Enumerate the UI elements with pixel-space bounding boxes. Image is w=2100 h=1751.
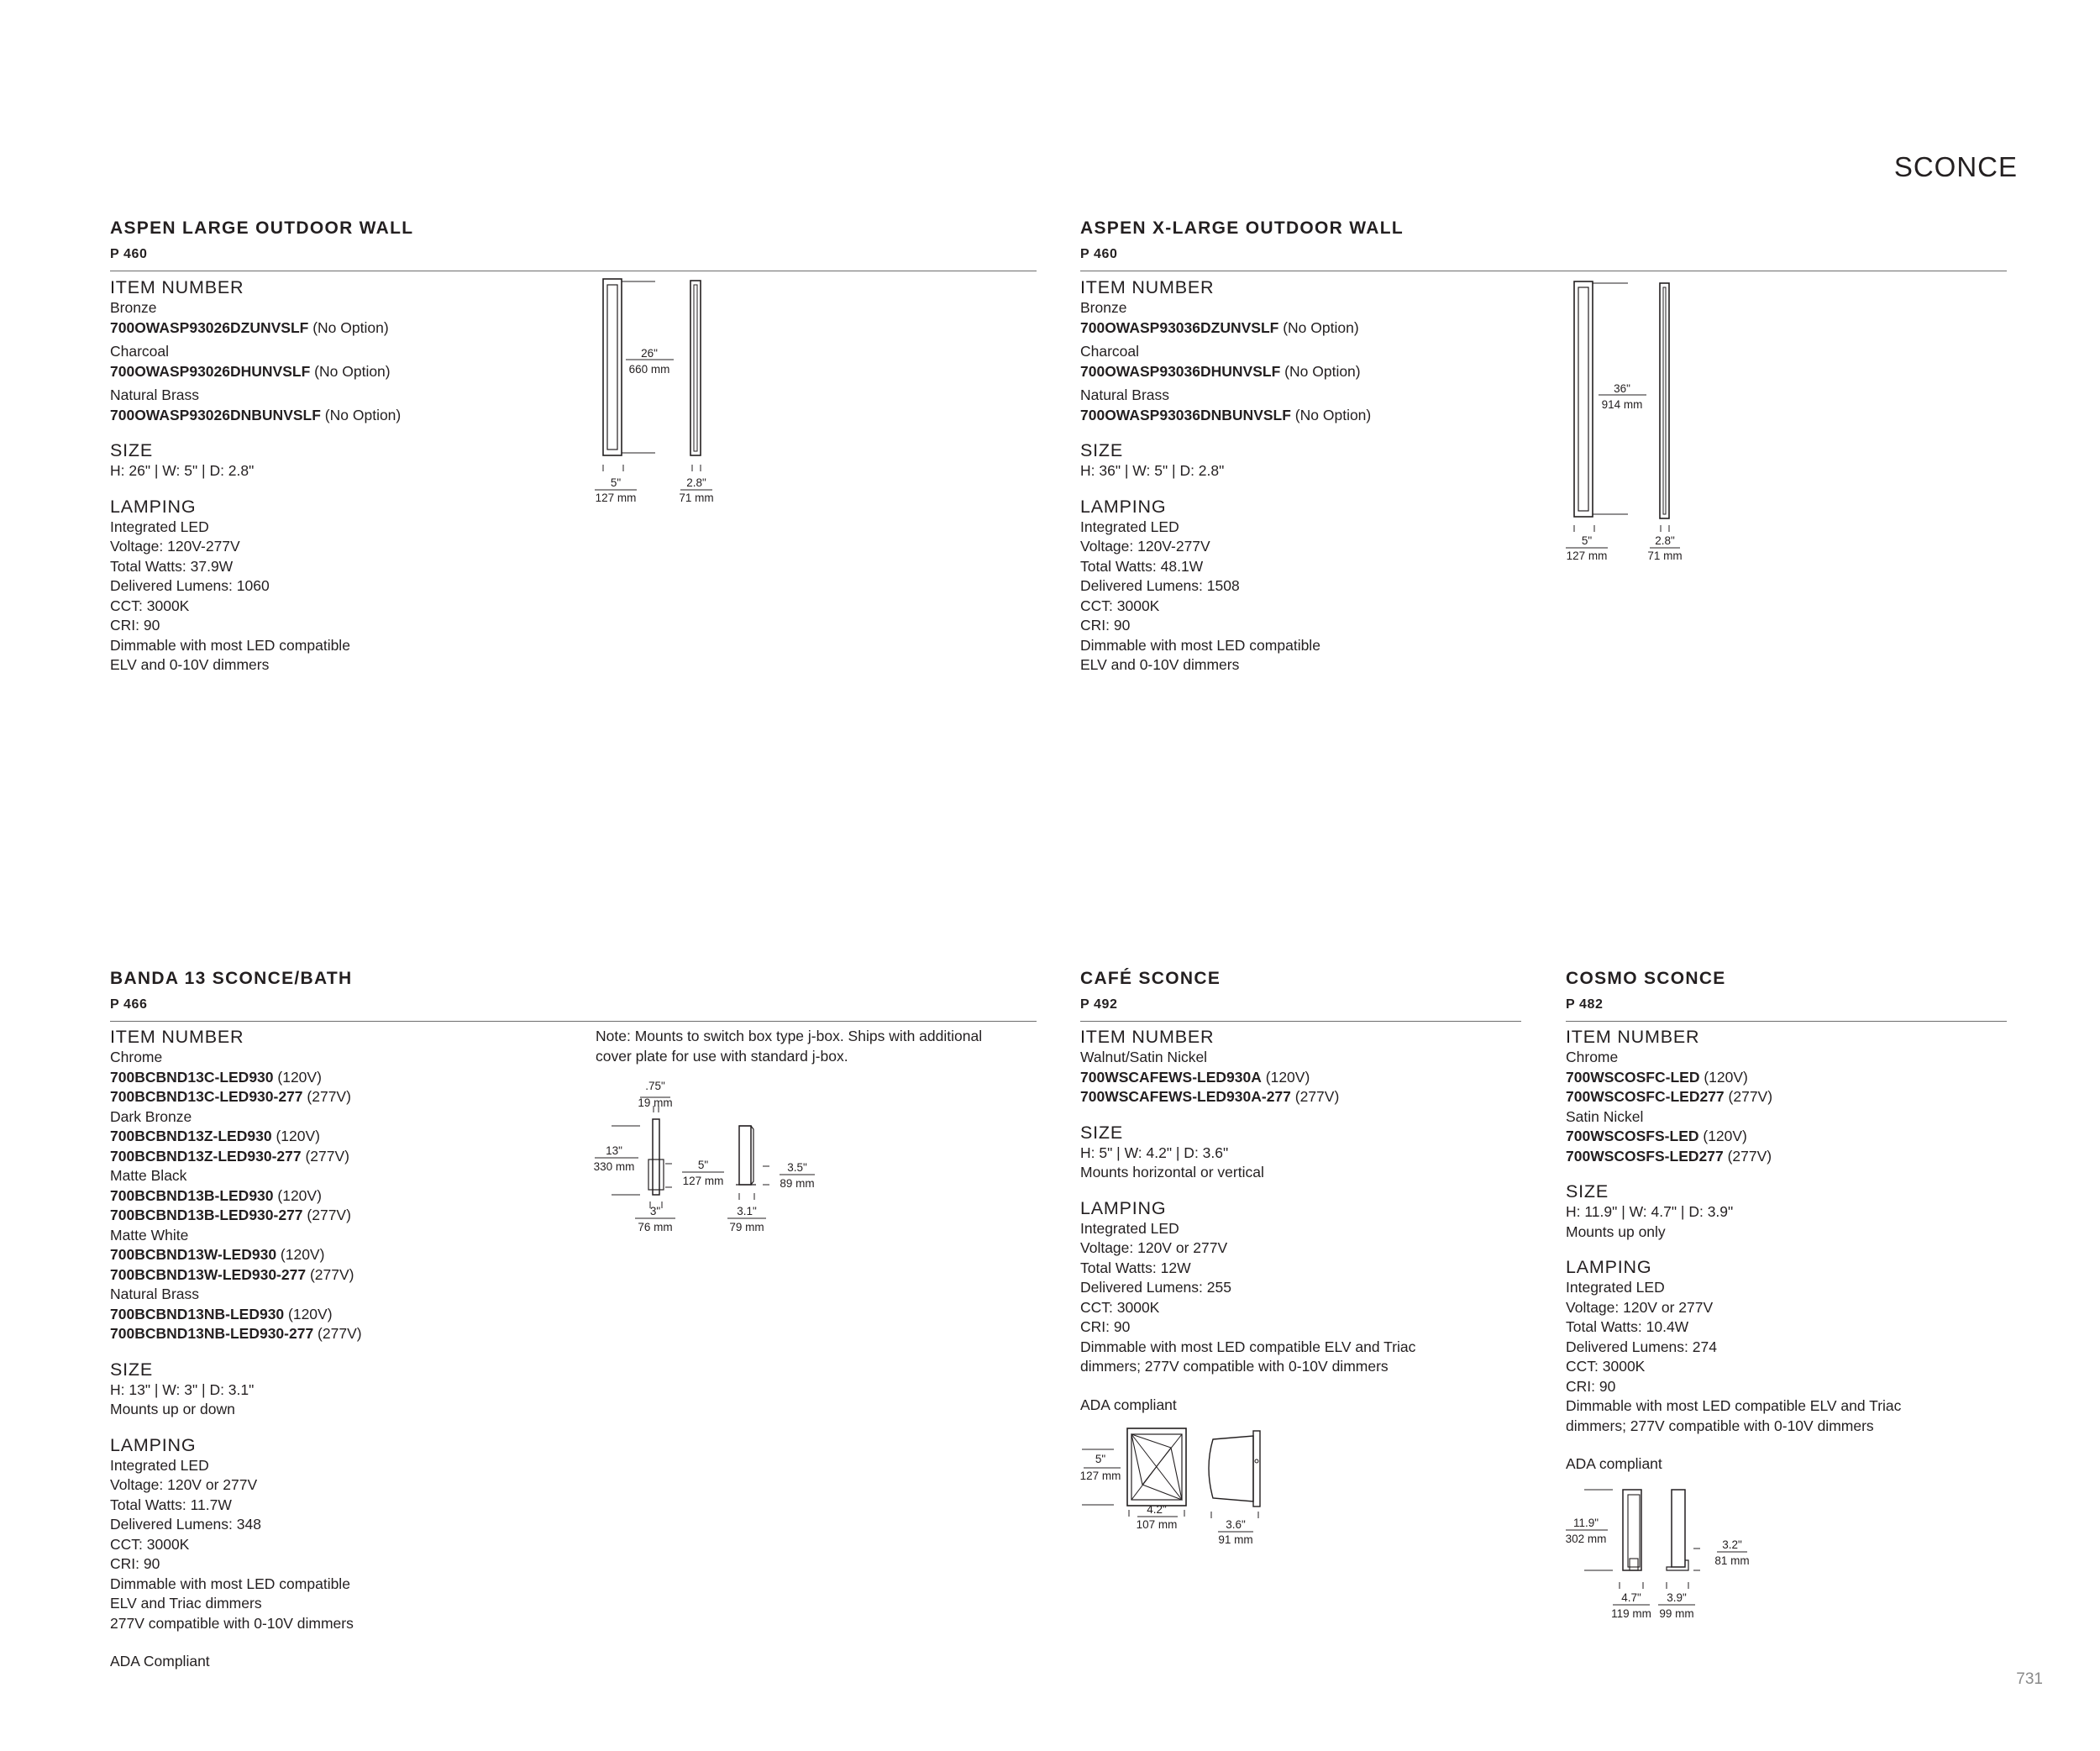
finish-name: Matte Black (110, 1167, 187, 1184)
depth-in: 3.6" (1226, 1518, 1246, 1531)
ada-note: ADA compliant (1566, 1455, 1662, 1472)
top-mm: 19 mm (638, 1096, 673, 1109)
height-mm: 660 mm (628, 363, 670, 376)
item-option: (No Option) (1284, 362, 1361, 380)
item-code-line (110, 1186, 580, 1207)
finish-name: Natural Brass (1080, 386, 1170, 403)
section-divider (1566, 1021, 2007, 1022)
product-page-ref: P 482 (1566, 997, 1604, 1012)
aspen-large-details (110, 277, 580, 676)
item-code-line (110, 406, 580, 426)
banda-details (110, 1027, 580, 1672)
text-line: Delivered Lumens: 255 (1080, 1279, 1231, 1296)
ext-mm: 89 mm (780, 1177, 815, 1190)
finish-name: Charcoal (1080, 343, 1140, 360)
depth-in: 2.8" (686, 476, 706, 489)
ext-in: 3.2" (1722, 1538, 1742, 1551)
item-code-line (110, 1127, 580, 1147)
text-line: Note: Mounts to switch box type j-box. Ships with additional (596, 1028, 983, 1044)
text-line: Voltage: 120V-277V (1080, 538, 1210, 555)
item-list (1566, 1048, 2003, 1166)
item-code: 700OWASP93036DZUNVSLF (1080, 318, 1279, 336)
text-line: Integrated LED (110, 518, 209, 535)
item-number-heading: ITEM NUMBER (110, 277, 244, 297)
product-cafe-sconce (1080, 967, 1521, 1022)
lamping-heading: LAMPING (110, 496, 197, 517)
item-option: (No Option) (312, 318, 389, 336)
height-in: 13" (606, 1144, 622, 1157)
text-line: Voltage: 120V or 277V (110, 1476, 258, 1493)
item-code-line (110, 362, 580, 382)
finish-name: Charcoal (110, 343, 170, 360)
finish-name: Chrome (110, 1049, 163, 1065)
size-heading: SIZE (110, 440, 153, 460)
plate-mm: 127 mm (682, 1175, 724, 1187)
item-code-line (110, 1265, 580, 1286)
voltage-suffix: (277V) (1290, 1088, 1340, 1105)
text-line: Total Watts: 10.4W (1566, 1318, 1689, 1335)
item-code: 700BCBND13W-LED930 (110, 1246, 277, 1263)
size-list (1566, 1202, 2003, 1242)
lamping-heading: LAMPING (110, 1434, 197, 1455)
item-code-line (1080, 318, 1551, 339)
item-code-line (110, 1324, 580, 1344)
text-line: H: 11.9" | W: 4.7" | D: 3.9" (1566, 1203, 1734, 1220)
voltage-suffix: (120V) (273, 1068, 322, 1086)
cafe-details (1080, 1027, 1517, 1415)
text-line: Dimmable with most LED compatible (110, 1575, 350, 1592)
item-code-line (1080, 406, 1551, 426)
item-code-line (1566, 1087, 2003, 1107)
voltage-suffix: (120V) (284, 1305, 333, 1322)
page-number: 731 (2016, 1670, 2043, 1688)
section-divider (110, 1021, 1037, 1022)
width-mm: 107 mm (1136, 1518, 1178, 1531)
text-line: cover plate for use with standard j-box. (596, 1047, 848, 1065)
voltage-suffix: (120V) (271, 1128, 320, 1144)
aspen-large-dimension-drawing (588, 273, 739, 508)
text-line: CRI: 90 (1080, 617, 1131, 634)
item-code-line (110, 1245, 580, 1265)
depth-mm: 79 mm (729, 1221, 764, 1233)
item-number-heading: ITEM NUMBER (1080, 277, 1215, 297)
item-code: 700OWASP93026DNBUNVSLF (110, 406, 321, 423)
finish-name: Natural Brass (110, 386, 200, 403)
item-code: 700OWASP93026DHUNVSLF (110, 362, 311, 380)
size-heading: SIZE (1080, 1122, 1123, 1143)
cosmo-dimension-drawing (1562, 1483, 1764, 1626)
finish-name: Chrome (1566, 1049, 1619, 1065)
item-code: 700WSCOSFC-LED (1566, 1068, 1700, 1086)
text-line: Total Watts: 48.1W (1080, 557, 1204, 575)
voltage-suffix: (120V) (273, 1186, 322, 1204)
text-line: Total Watts: 11.7W (110, 1496, 232, 1513)
item-code-line (110, 1147, 580, 1167)
text-line: CRI: 90 (110, 617, 160, 634)
text-line: Delivered Lumens: 1060 (110, 577, 270, 594)
width-mm: 119 mm (1611, 1607, 1651, 1620)
item-option: (No Option) (314, 362, 391, 380)
text-line: CCT: 3000K (1080, 1298, 1160, 1316)
text-line: CRI: 90 (110, 1555, 160, 1572)
height-in: 26" (641, 347, 658, 360)
voltage-suffix: (120V) (1699, 1068, 1748, 1086)
product-aspen-xlarge (1080, 217, 2007, 271)
item-code-line (1566, 1147, 2003, 1167)
depth-in: 3.9" (1667, 1591, 1687, 1604)
size-heading: SIZE (1080, 440, 1123, 460)
plate-in: 5" (697, 1159, 709, 1171)
size-heading: SIZE (1566, 1181, 1609, 1202)
finish-name: Dark Bronze (110, 1107, 192, 1125)
depth-mm: 71 mm (1647, 549, 1683, 562)
item-code-line (110, 1087, 580, 1107)
lamping-heading: LAMPING (1080, 496, 1167, 517)
item-code-line (1080, 1087, 1517, 1107)
item-code-line (1566, 1068, 2003, 1088)
finish-name: Bronze (110, 299, 157, 316)
text-line: CCT: 3000K (110, 1535, 190, 1553)
size-value: H: 36" | W: 5" | D: 2.8" (1080, 462, 1225, 479)
lamping-list (1080, 1219, 1517, 1377)
item-number-heading: ITEM NUMBER (110, 1027, 244, 1047)
item-code-line (1080, 1068, 1517, 1088)
size-value: H: 26" | W: 5" | D: 2.8" (110, 462, 255, 479)
item-list (110, 1048, 580, 1344)
ext-mm: 81 mm (1714, 1554, 1750, 1567)
product-aspen-large (110, 217, 1037, 271)
text-line: Voltage: 120V or 277V (1566, 1298, 1714, 1316)
item-code-line (110, 1206, 580, 1226)
ada-note: ADA compliant (1080, 1396, 1177, 1413)
item-code: 700BCBND13B-LED930 (110, 1186, 274, 1204)
lamping-heading: LAMPING (1080, 1197, 1167, 1218)
text-line: Delivered Lumens: 1508 (1080, 577, 1240, 594)
text-line: Integrated LED (1566, 1279, 1665, 1296)
text-line: Voltage: 120V-277V (110, 538, 240, 555)
item-code: 700WSCAFEWS-LED930A-277 (1080, 1088, 1291, 1105)
text-line: CRI: 90 (1080, 1318, 1131, 1335)
text-line: ELV and 0-10V dimmers (1080, 656, 1240, 673)
item-code: 700BCBND13C-LED930-277 (110, 1088, 303, 1105)
height-in: 36" (1614, 382, 1630, 395)
text-line: Mounts up only (1566, 1223, 1666, 1240)
depth-mm: 99 mm (1659, 1607, 1694, 1620)
voltage-suffix: (120V) (1698, 1128, 1747, 1144)
text-line: 277V compatible with 0-10V dimmers (110, 1614, 354, 1632)
item-code: 700OWASP93036DHUNVSLF (1080, 362, 1281, 380)
lamping-heading: LAMPING (1566, 1257, 1652, 1277)
voltage-suffix: (277V) (301, 1147, 349, 1165)
width-mm: 76 mm (638, 1221, 673, 1233)
item-code: 700OWASP93026DZUNVSLF (110, 318, 309, 336)
product-page-ref: P 466 (110, 997, 148, 1012)
ada-note: ADA Compliant (110, 1653, 210, 1669)
voltage-suffix: (277V) (302, 1207, 351, 1223)
item-code: 700WSCAFEWS-LED930A (1080, 1068, 1262, 1086)
voltage-suffix: (277V) (302, 1088, 351, 1105)
voltage-suffix: (277V) (1724, 1088, 1773, 1105)
text-line: Delivered Lumens: 348 (110, 1516, 261, 1533)
width-mm: 127 mm (1566, 549, 1608, 562)
voltage-suffix: (277V) (313, 1325, 362, 1342)
item-number-heading: ITEM NUMBER (1566, 1027, 1700, 1047)
item-code: 700BCBND13NB-LED930 (110, 1305, 285, 1322)
text-line: Integrated LED (110, 1456, 209, 1474)
product-title: CAFÉ SCONCE (1080, 969, 1221, 988)
item-number-heading: ITEM NUMBER (1080, 1027, 1215, 1047)
height-mm: 302 mm (1565, 1533, 1607, 1545)
item-code: 700WSCOSFS-LED (1566, 1128, 1699, 1144)
voltage-suffix: (120V) (276, 1246, 325, 1263)
width-in: 5" (610, 476, 622, 489)
product-title: ASPEN X-LARGE OUTDOOR WALL (1080, 218, 1404, 238)
item-code: 700BCBND13C-LED930 (110, 1068, 274, 1086)
text-line: Delivered Lumens: 274 (1566, 1338, 1717, 1355)
text-line: CCT: 3000K (1080, 597, 1160, 614)
height-in: 5" (1095, 1453, 1106, 1465)
item-code: 700BCBND13Z-LED930-277 (110, 1147, 302, 1165)
item-code-line (1566, 1127, 2003, 1147)
product-cosmo-sconce (1566, 967, 2007, 1022)
product-page-ref: P 460 (110, 247, 148, 261)
text-line: dimmers; 277V compatible with 0-10V dimmers (1080, 1358, 1389, 1375)
text-line: Voltage: 120V or 277V (1080, 1239, 1228, 1256)
banda-mounting-note (596, 1027, 1049, 1066)
text-line: CCT: 3000K (110, 597, 190, 614)
lamping-list (110, 518, 580, 676)
width-in: 4.7" (1621, 1591, 1641, 1604)
text-line: Dimmable with most LED compatible ELV and Triac (1080, 1338, 1416, 1355)
text-line: Mounts up or down (110, 1401, 235, 1417)
item-option: (No Option) (1294, 406, 1372, 423)
top-in: .75" (645, 1080, 665, 1092)
height-mm: 127 mm (1079, 1470, 1121, 1482)
text-line: Integrated LED (1080, 518, 1179, 535)
text-line: Dimmable with most LED compatible (110, 636, 350, 654)
product-title: COSMO SCONCE (1566, 969, 1726, 988)
text-line: H: 13" | W: 3" | D: 3.1" (110, 1380, 255, 1398)
size-list (1080, 1144, 1517, 1183)
item-code: 700OWASP93036DNBUNVSLF (1080, 406, 1291, 423)
finish-name: Walnut/Satin Nickel (1080, 1049, 1208, 1065)
cosmo-details (1566, 1027, 2003, 1475)
aspen-xlarge-details (1080, 277, 1551, 676)
item-code-line (110, 1068, 580, 1088)
product-title: BANDA 13 SCONCE/BATH (110, 969, 353, 988)
finish-name: Matte White (110, 1226, 189, 1244)
item-code: 700WSCOSFC-LED277 (1566, 1088, 1725, 1105)
voltage-suffix: (120V) (1261, 1068, 1310, 1086)
item-option: (No Option) (1283, 318, 1359, 336)
item-code-line (110, 318, 580, 339)
depth-in: 2.8" (1655, 534, 1675, 547)
product-page-ref: P 492 (1080, 997, 1118, 1012)
width-in: 3" (649, 1205, 661, 1217)
item-code-line (1080, 362, 1551, 382)
depth-mm: 71 mm (679, 492, 714, 504)
size-list (110, 1380, 580, 1420)
depth-mm: 91 mm (1218, 1533, 1253, 1546)
ext-in: 3.5" (787, 1161, 807, 1174)
aspen-xlarge-dimension-drawing (1561, 277, 1712, 567)
voltage-suffix: (277V) (1723, 1147, 1772, 1165)
height-mm: 330 mm (593, 1160, 635, 1173)
banda-dimension-drawing (588, 1075, 832, 1244)
text-line: ELV and Triac dimmers (110, 1595, 262, 1612)
text-line: Dimmable with most LED compatible ELV and Triac (1566, 1397, 1902, 1414)
size-heading: SIZE (110, 1359, 153, 1380)
height-mm: 914 mm (1601, 398, 1643, 411)
text-line: H: 5" | W: 4.2" | D: 3.6" (1080, 1144, 1229, 1161)
text-line: CCT: 3000K (1566, 1358, 1646, 1375)
text-line: Mounts horizontal or vertical (1080, 1164, 1264, 1180)
lamping-list (1566, 1278, 2003, 1436)
text-line: CRI: 90 (1566, 1377, 1616, 1395)
width-in: 4.2" (1147, 1503, 1167, 1516)
finish-name: Natural Brass (110, 1286, 200, 1302)
item-code: 700BCBND13B-LED930-277 (110, 1207, 303, 1223)
product-page-ref: P 460 (1080, 247, 1118, 261)
page-section-title: SCONCE (1893, 151, 2018, 182)
item-list (1080, 1048, 1517, 1107)
item-code: 700BCBND13Z-LED930 (110, 1128, 272, 1144)
width-in: 5" (1581, 534, 1593, 547)
finish-name: Bronze (1080, 299, 1127, 316)
height-in: 11.9" (1572, 1517, 1599, 1529)
text-line: Total Watts: 12W (1080, 1259, 1191, 1276)
finish-name: Satin Nickel (1566, 1107, 1644, 1125)
item-code: 700WSCOSFS-LED277 (1566, 1147, 1724, 1165)
text-line: Integrated LED (1080, 1219, 1179, 1237)
product-banda-13 (110, 967, 1037, 1022)
item-code: 700BCBND13W-LED930-277 (110, 1265, 307, 1283)
text-line: ELV and 0-10V dimmers (110, 656, 270, 673)
product-title: ASPEN LARGE OUTDOOR WALL (110, 218, 414, 238)
item-option: (No Option) (324, 406, 402, 423)
text-line: Dimmable with most LED compatible (1080, 636, 1320, 654)
item-code-line (110, 1305, 580, 1325)
lamping-list (110, 1456, 580, 1634)
cafe-dimension-drawing (1077, 1424, 1278, 1550)
lamping-list (1080, 518, 1551, 676)
item-code: 700BCBND13NB-LED930-277 (110, 1325, 314, 1342)
section-divider (1080, 1021, 1521, 1022)
width-mm: 127 mm (595, 492, 637, 504)
voltage-suffix: (277V) (306, 1265, 354, 1283)
text-line: Total Watts: 37.9W (110, 557, 234, 575)
depth-in: 3.1" (737, 1205, 757, 1217)
text-line: dimmers; 277V compatible with 0-10V dimmers (1566, 1417, 1874, 1434)
